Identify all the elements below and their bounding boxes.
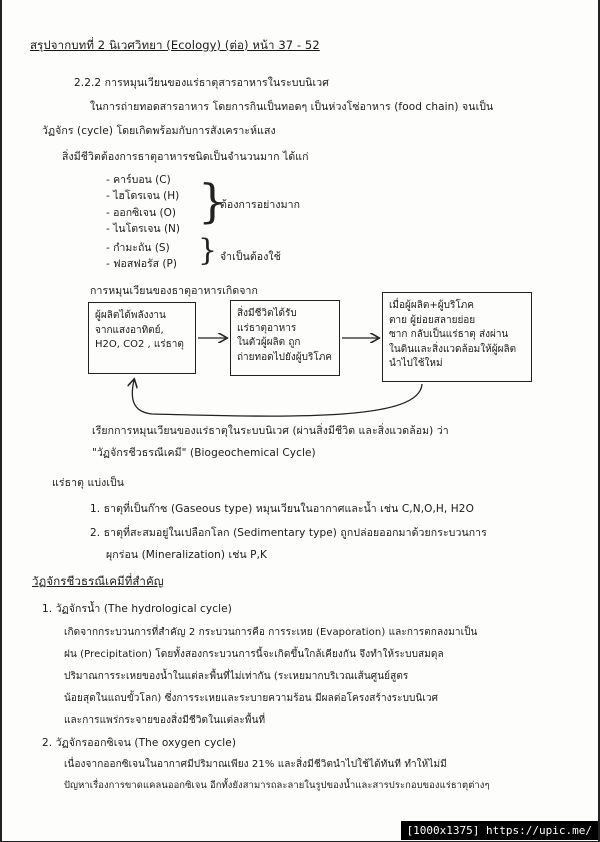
mineral-heading: แร่ธาตุ แบ่งเป็น: [52, 477, 125, 489]
brace-icon: }: [198, 174, 228, 228]
list-item: - ฟอสฟอรัส (P): [106, 258, 177, 271]
cycle-title: การหมุนเวียนของธาตุอาหารเกิดจาก: [90, 285, 258, 297]
list-item: - ไฮโดรเจน (H): [106, 190, 180, 203]
water-cycle-title: 1. วัฏจักรน้ำ (The hydrological cycle): [42, 603, 232, 615]
brace-note: จำเป็นต้องใช้: [220, 251, 281, 263]
list-item: - กำมะถัน (S): [106, 242, 170, 254]
paragraph-line: วัฏจักร (cycle) โดยเกิดพร้อมกับการสังเคราะห์แสง: [42, 125, 276, 137]
list-item: - คาร์บอน (C): [106, 174, 171, 186]
list-item: - ออกซิเจน (O): [106, 206, 176, 219]
cycle-box-decomposer: เมื่อผู้ผลิต+ผู้บริโภค ตาย ผู้ย่อยสลายย่อย ซาก กลับเป็นแร่ธาตุ ส่งผ่าน ในดินและสิ่งแวดล้อมให้ผู้ผลิต นำไปใช้ใหม่: [382, 292, 532, 382]
mineral-item: 2. ธาตุที่สะสมอยู่ในเปลือกโลก (Sedimentary type) ถูกปล่อยออกมาด้วยกระบวนการ: [90, 527, 487, 539]
paragraph-line: เนื่องจากออกซิเจนในอากาศมีปริมาณเพียง 21% และสิ่งมีชีวิตนำไปใช้ได้ทันที ทำให้ไม่มี: [64, 759, 447, 770]
paragraph-line: ปริมาณการระเหยของน้ำในแต่ละพื้นที่ไม่เท่ากัน (ระเหยมากบริเวณเส้นศูนย์สูตร: [64, 671, 409, 682]
brace-note: ต้องการอย่างมาก: [220, 199, 301, 211]
section-heading-cycles: วัฏจักรชีวธรณีเคมีที่สำคัญ: [32, 574, 164, 588]
paragraph-line: ปัญหาเรื่องการขาดแคลนออกซิเจน อีกทั้งยังสามารถละลายในรูปของน้ำและสารประกอบของแร่ธาตุต่างๆ: [64, 780, 490, 791]
oxygen-cycle-title: 2. วัฏจักรออกซิเจน (The oxygen cycle): [42, 737, 237, 749]
list-item: - ไนโตรเจน (N): [106, 222, 180, 235]
cycle-box-consumer: สิ่งมีชีวิตได้รับ แร่ธาตุอาหาร ในตัวผู้ผลิต ถูก ถ่ายทอดไปยังผู้บริโภค: [230, 300, 340, 376]
mineral-item: ผุกร่อน (Mineralization) เช่น P,K: [106, 549, 268, 561]
paragraph-line: เรียกการหมุนเวียนของแร่ธาตุในระบบนิเวศ (ผ่านสิ่งมีชีวิต และสิ่งแวดล้อม) ว่า: [92, 425, 449, 437]
paragraph-line: สิ่งมีชีวิตต้องการธาตุอาหารชนิดเป็นจำนวนมาก ได้แก่: [62, 151, 309, 163]
paragraph-line: ฝน (Precipitation) โดยทั้งสองกระบวนการนี้จะเกิดขึ้นใกล้เคียงกัน จึงทำให้ระบบสมดุล: [64, 649, 444, 660]
paragraph-line: และการแพร่กระจายของสิ่งมีชีวิตในแต่ละพื้นที่: [64, 715, 266, 726]
page-title: สรุปจากบทที่ 2 นิเวศวิทยา (Ecology) (ต่อ) หน้า 37 - 52: [30, 38, 320, 52]
section-heading-2-2-2: 2.2.2 การหมุนเวียนของแร่ธาตุสารอาหารในระบบนิเวศ: [74, 77, 329, 89]
image-host-caption: [1000x1375] https://upic.me/: [401, 821, 598, 840]
paragraph-line: เกิดจากกระบวนการที่สำคัญ 2 กระบวนการคือ การระเหย (Evaporation) และการตกลงมาเป็น: [64, 627, 478, 638]
cycle-box-producer: ผู้ผลิตได้พลังงาน จากแสงอาทิตย์, H2O, CO2 , แร่ธาตุ: [88, 302, 196, 374]
paragraph-line: น้อยสุดในแถบขั้วโลก) ซึ่งการระเหยและระบายความร้อน มีผลต่อโครงสร้างระบบนิเวศ: [64, 693, 439, 704]
paragraph-line: "วัฏจักรชีวธรณีเคมี" (Biogeochemical Cycle): [92, 447, 316, 459]
mineral-item: 1. ธาตุที่เป็นก๊าซ (Gaseous type) หมุนเวียนในอากาศและน้ำ เช่น C,N,O,H, H2O: [90, 503, 474, 515]
brace-icon: }: [198, 233, 218, 268]
paragraph-line: ในการถ่ายทอดสารอาหาร โดยการกินเป็นทอดๆ เป็นห่วงโซ่อาหาร (food chain) จนเป็น: [90, 101, 494, 113]
return-arrow-icon: [132, 380, 422, 416]
